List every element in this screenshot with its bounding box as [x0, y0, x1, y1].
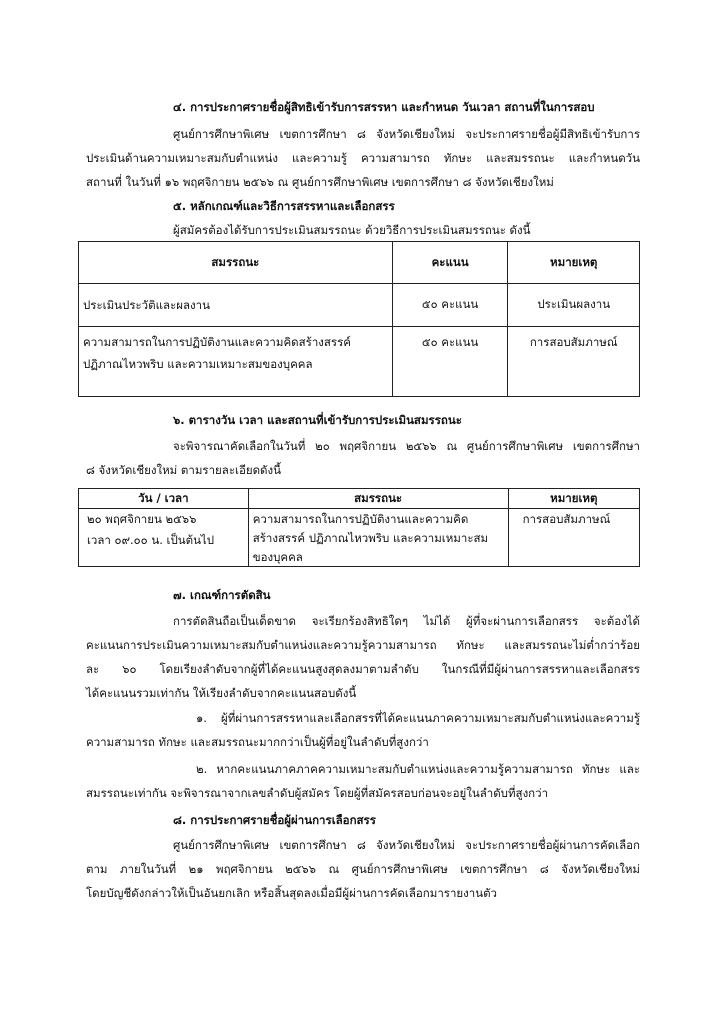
remark-cell: การสอบสัมภาษณ์ — [508, 509, 639, 567]
section-5-intro: ผู้สมัครต้องได้รับการประเมินสมรรถนะ ด้วยวิธีการประเมินสมรรถนะ ดังนี้ — [173, 223, 531, 237]
section-4-heading: ๔. การประกาศรายชื่อผู้สิทธิเข้ารับการสรรหา และกำหนด วันเวลา สถานที่ในการสอบ — [173, 100, 595, 114]
time-line: เวลา ๐๙.๐๐ น. เป็นต้นไป — [87, 533, 215, 547]
section-8-heading: ๘. การประกาศรายชื่อผู้ผ่านการเลือกสรร — [173, 813, 376, 827]
remark-cell: ประเมินผลงาน — [508, 284, 640, 327]
score-cell: ๕๐ คะแนน — [392, 284, 508, 327]
section-4-line: ประเมินด้านความเหมาะสมกับตำแหน่ง และความรู้ ความสามารถ ทักษะ และสมรรถนะ และกำหนดวัน — [86, 151, 640, 165]
header-remark: หมายเหตุ — [508, 489, 639, 509]
section-7-line: ละ ๖๐ โดยเรียงลำดับจากผู้ที่ได้คะแนนสูงสุดลงมาตามลำดับ ในกรณีที่มีผู้ผ่านการสรรหาและเลือกสรร — [86, 662, 640, 676]
section-7-rule-1-cont: ความสามารถ ทักษะ และสมรรถนะมากกว่าเป็นผู้ที่อยู่ในลำดับที่สูงกว่า — [86, 735, 429, 749]
competency-cell-line: ความสามารถในการปฏิบัติงานและความคิดสร้างสรรค์ — [83, 335, 351, 349]
section-6-line: ๘ จังหวัดเชียงใหม่ ตามรายละเอียดดังนี้ — [86, 463, 282, 477]
section-6-heading: ๖. ตารางวัน เวลา และสถานที่เข้ารับการประเมินสมรรถนะ — [173, 413, 462, 427]
competency-line: ของบุคคล — [252, 550, 303, 564]
header-score: คะแนน — [392, 242, 508, 284]
table-row — [79, 509, 640, 567]
section-7-line: คะแนนการประเมินความเหมาะสมกับตำแหน่งและความรู้ความสามารถ ทักษะ และสมรรถนะไม่ต่ำกว่าร้อย — [86, 638, 640, 652]
competency-cell-line: ปฏิภาณไหวพริบ และความเหมาะสมของบุคคล — [83, 357, 313, 371]
remark-cell: การสอบสัมภาษณ์ — [508, 327, 640, 397]
header-date-time: วัน / เวลา — [79, 489, 249, 509]
header-competency: สมรรถนะ — [79, 242, 393, 284]
section-7-line: ได้คะแนนรวมเท่ากัน ให้เรียงลำดับจากคะแนนสอบดังนี้ — [86, 686, 357, 700]
schedule-table — [78, 488, 640, 567]
section-7-rule-2-cont: สมรรถนะเท่ากัน จะพิจารณาจากเลขลำดับผู้สมัคร โดยผู้ที่สมัครสอบก่อนจะอยู่ในลำดับที่สูงกว่า — [86, 786, 549, 800]
header-competency: สมรรถนะ — [248, 489, 508, 509]
section-8-line: ตาม ภายในวันที่ ๒๑ พฤศจิกายน ๒๕๖๖ ณ ศูนย์การศึกษาพิเศษ เขตการศึกษา ๘ จังหวัดเชียงใหม่ — [86, 862, 640, 876]
table-row — [79, 284, 640, 327]
section-5-heading: ๕. หลักเกณฑ์และวิธีการสรรหาและเลือกสรร — [173, 199, 395, 213]
competency-line: สร้างสรรค์ ปฏิภาณไหวพริบ และความเหมาะสม — [252, 531, 489, 545]
section-7-rule-2: ๒. หากคะแนนภาคภาคความเหมาะสมกับตำแหน่งและความรู้ความสามารถ ทักษะ และ — [196, 762, 640, 776]
section-7-rule-1: ๑. ผู้ที่ผ่านการสรรหาและเลือกสรรที่ได้คะแนนภาคความเหมาะสมกับตำแหน่งและความรู้ — [196, 711, 640, 725]
section-4-line: ศูนย์การศึกษาพิเศษ เขตการศึกษา ๘ จังหวัดเชียงใหม่ จะประกาศรายชื่อผู้มีสิทธิเข้ารับการ — [173, 127, 640, 141]
criteria-table-header — [79, 242, 640, 284]
section-7-heading: ๗. เกณฑ์การตัดสิน — [173, 588, 271, 602]
section-4-line: สถานที่ ในวันที่ ๑๖ พฤศจิกายน ๒๕๖๖ ณ ศูนย์การศึกษาพิเศษ เขตการศึกษา ๘ จังหวัดเชียงใหม่ — [86, 175, 554, 189]
header-remark: หมายเหตุ — [508, 242, 640, 284]
section-8-line: โดยบัญชีดังกล่าวให้เป็นอันยกเลิก หรือสิ้นสุดลงเมื่อมีผู้ผ่านการคัดเลือกมารายงานตัว — [86, 886, 498, 900]
criteria-table — [78, 241, 640, 397]
section-7-line: การตัดสินถือเป็นเด็ดขาด จะเรียกร้องสิทธิใดๆ ไม่ได้ ผู้ที่จะผ่านการเลือกสรร จะต้องได้ — [173, 614, 640, 628]
competency-line: ความสามารถในการปฏิบัติงานและความคิด — [252, 512, 469, 526]
table-row — [79, 327, 640, 397]
competency-cell: ประเมินประวัติและผลงาน — [83, 297, 210, 312]
section-8-line: ศูนย์การศึกษาพิเศษ เขตการศึกษา ๘ จังหวัดเชียงใหม่ จะประกาศรายชื่อผู้ผ่านการคัดเลือก — [173, 838, 640, 852]
schedule-table-header — [79, 489, 640, 509]
date-line: ๒๐ พฤศจิกายน ๒๕๖๖ — [87, 512, 197, 526]
section-6-line: จะพิจารณาคัดเลือกในวันที่ ๒๐ พฤศจิกายน ๒๕๖๖ ณ ศูนย์การศึกษาพิเศษ เขตการศึกษา — [173, 439, 640, 453]
score-cell: ๕๐ คะแนน — [392, 327, 508, 397]
